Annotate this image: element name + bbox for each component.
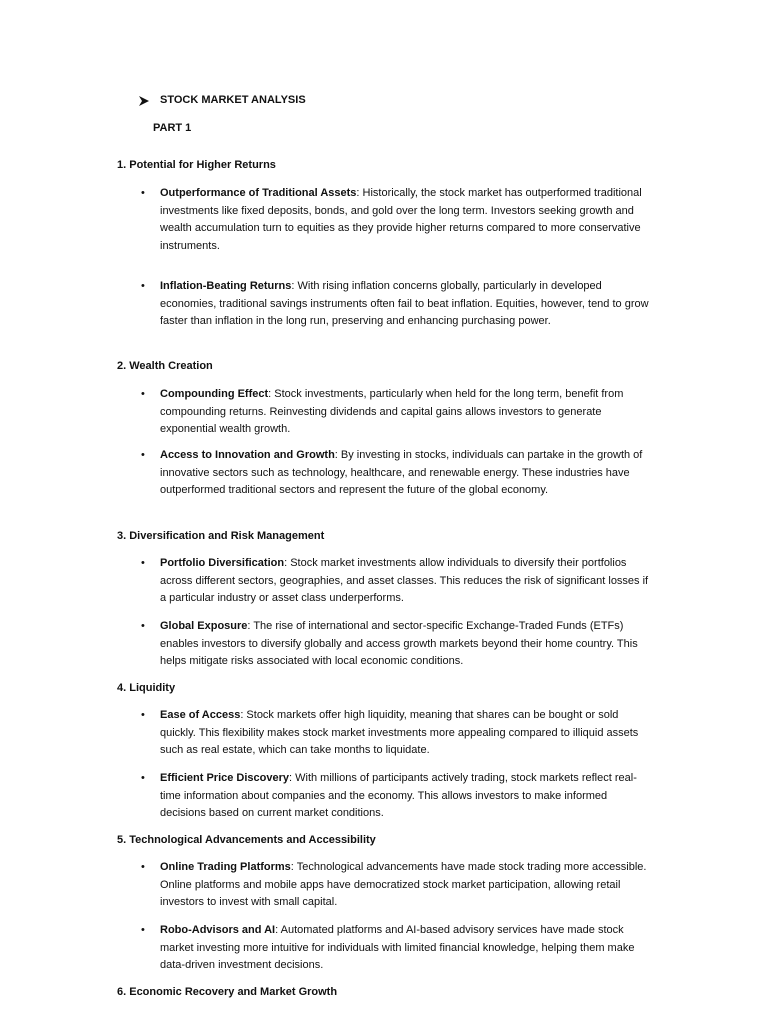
- bullet-text: : The rise of international and sector-specific Exchange-Traded Funds (ETFs) enables investors to diversify globally and access growth markets beyond their home country. This helps mitigate risks associated with local economic conditions.: [160, 620, 638, 668]
- bullet-paragraph: [160, 185, 652, 255]
- bullet-icon: •: [141, 557, 145, 569]
- bullet-text: : Technological advancements have made stock trading more accessible. Online platforms and mobile apps have democratized stock market participation, allowing retail investors to invest with small capital.: [160, 861, 647, 909]
- bullet-icon: •: [141, 772, 145, 784]
- bullet-paragraph: [160, 770, 652, 823]
- section-heading: 1. Potential for Higher Returns: [117, 159, 276, 171]
- bullet-text: : Historically, the stock market has outperformed traditional investments like fixed deposits, bonds, and gold over the long term. Investors seeking growth and wealth accumulation turn to equities as they provide higher returns compared to more conservative instruments.: [160, 187, 642, 252]
- bullet-text: : Automated platforms and AI-based advisory services have made stock market investing more intuitive for individuals with limited financial knowledge, helping them make data-driven investment decisions.: [160, 924, 635, 972]
- bullet-icon: •: [141, 709, 145, 721]
- bullet-paragraph: [160, 555, 652, 608]
- bullet-paragraph: [160, 386, 652, 439]
- bullet-icon: •: [141, 620, 145, 632]
- section-heading: 6. Economic Recovery and Market Growth: [117, 986, 338, 998]
- bullet-paragraph: [160, 618, 652, 671]
- bullet-text: : Stock investments, particularly when held for the long term, benefit from compounding returns. Reinvesting dividends and capital gains allows investors to generate exponential wealth growth.: [160, 388, 624, 436]
- bullet-icon: •: [141, 449, 145, 461]
- bullet-lead: Outperformance of Traditional Assets: [160, 187, 357, 199]
- bullet-paragraph: [160, 707, 652, 760]
- bullet-text: : By investing in stocks, individuals can partake in the growth of innovative sectors such as technology, healthcare, and renewable energy. These industries have outperformed traditional sectors and represent the future of the global economy.: [160, 449, 643, 497]
- bullet-lead: Online Trading Platforms: [160, 861, 291, 873]
- arrowhead-bullet-icon: [137, 94, 151, 108]
- bullet-text: : Stock markets offer high liquidity, meaning that shares can be bought or sold quickly. This flexibility makes stock market investments more appealing compared to illiquid assets such as real estate, which can take months to liquidate.: [160, 709, 639, 757]
- section-heading: 5. Technological Advancements and Accessibility: [117, 834, 376, 846]
- bullet-paragraph: [160, 278, 652, 331]
- bullet-icon: •: [141, 388, 145, 400]
- bullet-text: : With millions of participants actively trading, stock markets reflect real-time information about companies and the economy. This allows investors to make informed decisions based on current market conditions.: [160, 772, 637, 820]
- bullet-lead: Robo-Advisors and AI: [160, 924, 276, 936]
- section-heading: 2. Wealth Creation: [117, 360, 213, 372]
- bullet-lead: Access to Innovation and Growth: [160, 449, 335, 461]
- bullet-lead: Portfolio Diversification: [160, 557, 285, 569]
- bullet-lead: Ease of Access: [160, 709, 241, 721]
- bullet-icon: •: [141, 924, 145, 936]
- section-heading: 4. Liquidity: [117, 682, 176, 694]
- bullet-paragraph: [160, 922, 652, 975]
- bullet-lead: Compounding Effect: [160, 388, 269, 400]
- part-label: PART 1: [153, 122, 192, 134]
- bullet-text: : With rising inflation concerns globally, particularly in developed economies, traditional savings instruments often fail to beat inflation. Equities, however, tend to grow faster than inflation in the long run, preserving and enhancing purchasing power.: [160, 280, 649, 328]
- bullet-lead: Global Exposure: [160, 620, 248, 632]
- section-heading: 3. Diversification and Risk Management: [117, 530, 325, 542]
- bullet-icon: •: [141, 280, 145, 292]
- bullet-paragraph: [160, 859, 652, 912]
- bullet-paragraph: [160, 447, 652, 500]
- bullet-lead: Inflation-Beating Returns: [160, 280, 292, 292]
- bullet-text: : Stock market investments allow individuals to diversify their portfolios across different sectors, geographies, and asset classes. This reduces the risk of significant losses if a particular industry or asset class underperforms.: [160, 557, 649, 605]
- bullet-icon: •: [141, 187, 145, 199]
- bullet-lead: Efficient Price Discovery: [160, 772, 290, 784]
- bullet-icon: •: [141, 861, 145, 873]
- document-title: STOCK MARKET ANALYSIS: [160, 94, 306, 106]
